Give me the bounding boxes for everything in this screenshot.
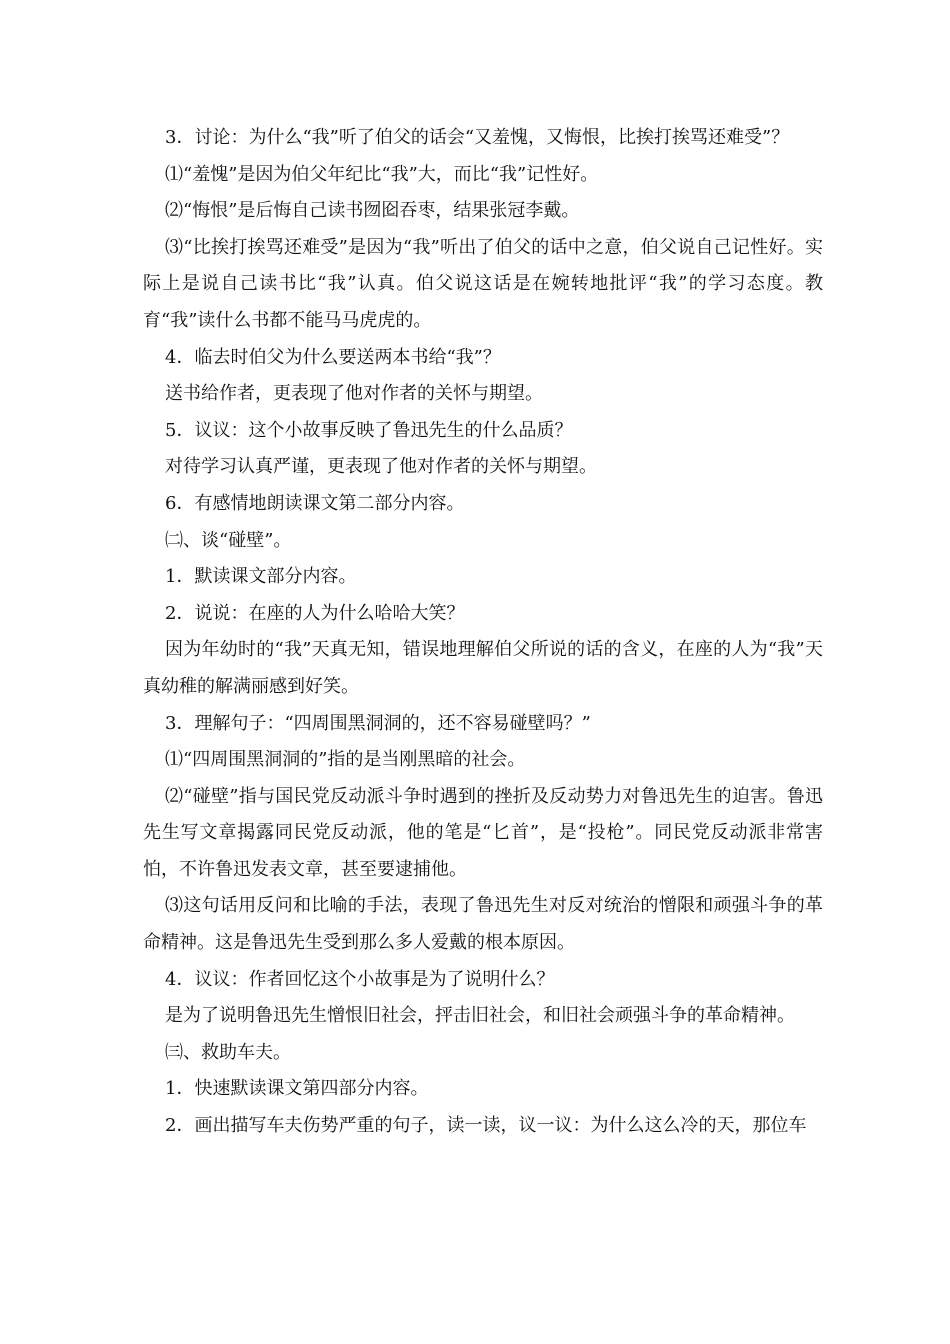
section-2-item-2: 2．说说：在座的人为什么哈哈大笑？ xyxy=(165,602,465,624)
answer-5: 对待学习认真严谨，更表现了他对作者的关怀与期望。 xyxy=(165,456,597,478)
section-2-item-3: 3．理解句子：“四周围黑洞洞的，还不容易碰壁吗？” xyxy=(165,712,591,734)
section-2-answer-3-3: ⑶这句话用反问和比喻的手法，表现了鲁迅先生对反对统治的憎限和顽强斗争的革命精神。这是鲁迅先生受到那么多人爱戴的根本原因。 xyxy=(143,895,823,954)
answer-3-2: ⑵“悔恨”是后悔自己读书囫囵吞枣，结果张冠李戴。 xyxy=(165,200,580,222)
section-3-item-1: 1．快速默读课文第四部分内容。 xyxy=(165,1078,429,1100)
section-3-item-2: 2．画出描写车夫伤势严重的句子，读一读，议一议：为什么这么冷的天，那位车 xyxy=(165,1115,807,1137)
section-2-answer-4: 是为了说明鲁迅先生憎恨旧社会，抨击旧社会，和旧社会顽强斗争的革命精神。 xyxy=(165,1005,795,1027)
question-4: 4．临去时伯父为什么要送两本书给“我”？ xyxy=(165,346,501,368)
document-body xyxy=(143,120,823,1145)
question-3-discussion: 3．讨论：为什么“我”听了伯父的话会“又羞愧，又悔恨，比挨打挨骂还难受”？ xyxy=(165,127,790,148)
answer-4: 送书给作者，更表现了他对作者的关怀与期望。 xyxy=(165,383,543,405)
question-5: 5．议议：这个小故事反映了鲁迅先生的什么品质？ xyxy=(165,419,573,441)
section-2-item-1: 1．默读课文部分内容。 xyxy=(165,566,357,588)
answer-3-3: ⑶“比挨打挨骂还难受”是因为“我”听出了伯父的话中之意，伯父说自己记性好。实际上是说自己读书比“我”认真。伯父说这话是在婉转地批评“我”的学习态度。教育“我”读什么书都不能马马虎虎的。 xyxy=(143,236,823,331)
section-2-heading: ㈡、谈“碰壁”。 xyxy=(165,529,292,551)
item-6: 6．有感情地朗读课文第二部分内容。 xyxy=(165,492,465,514)
section-2-answer-3-2: ⑵“碰壁”指与国民党反动派斗争时遇到的挫折及反动势力对鲁迅先生的迫害。鲁迅先生写文章揭露同民党反动派，他的笔是“匕首”，是“投枪”。同民党反动派非常害怕，不许鲁迅发表文章，甚至要逮捕他。 xyxy=(143,785,823,880)
answer-3-1: ⑴“羞愧”是因为伯父年纪比“我”大，而比“我”记性好。 xyxy=(165,163,599,185)
section-2-item-4: 4．议议：作者回忆这个小故事是为了说明什么？ xyxy=(165,968,555,990)
section-3-heading: ㈢、救助车夫。 xyxy=(165,1041,291,1063)
section-2-answer-2: 因为年幼时的“我”天真无知，错误地理解伯父所说的话的含义，在座的人为“我”天真幼稚的解满丽感到好笑。 xyxy=(143,639,823,697)
section-2-answer-3-1: ⑴“四周围黑洞洞的”指的是当刚黑暗的社会。 xyxy=(165,749,526,771)
